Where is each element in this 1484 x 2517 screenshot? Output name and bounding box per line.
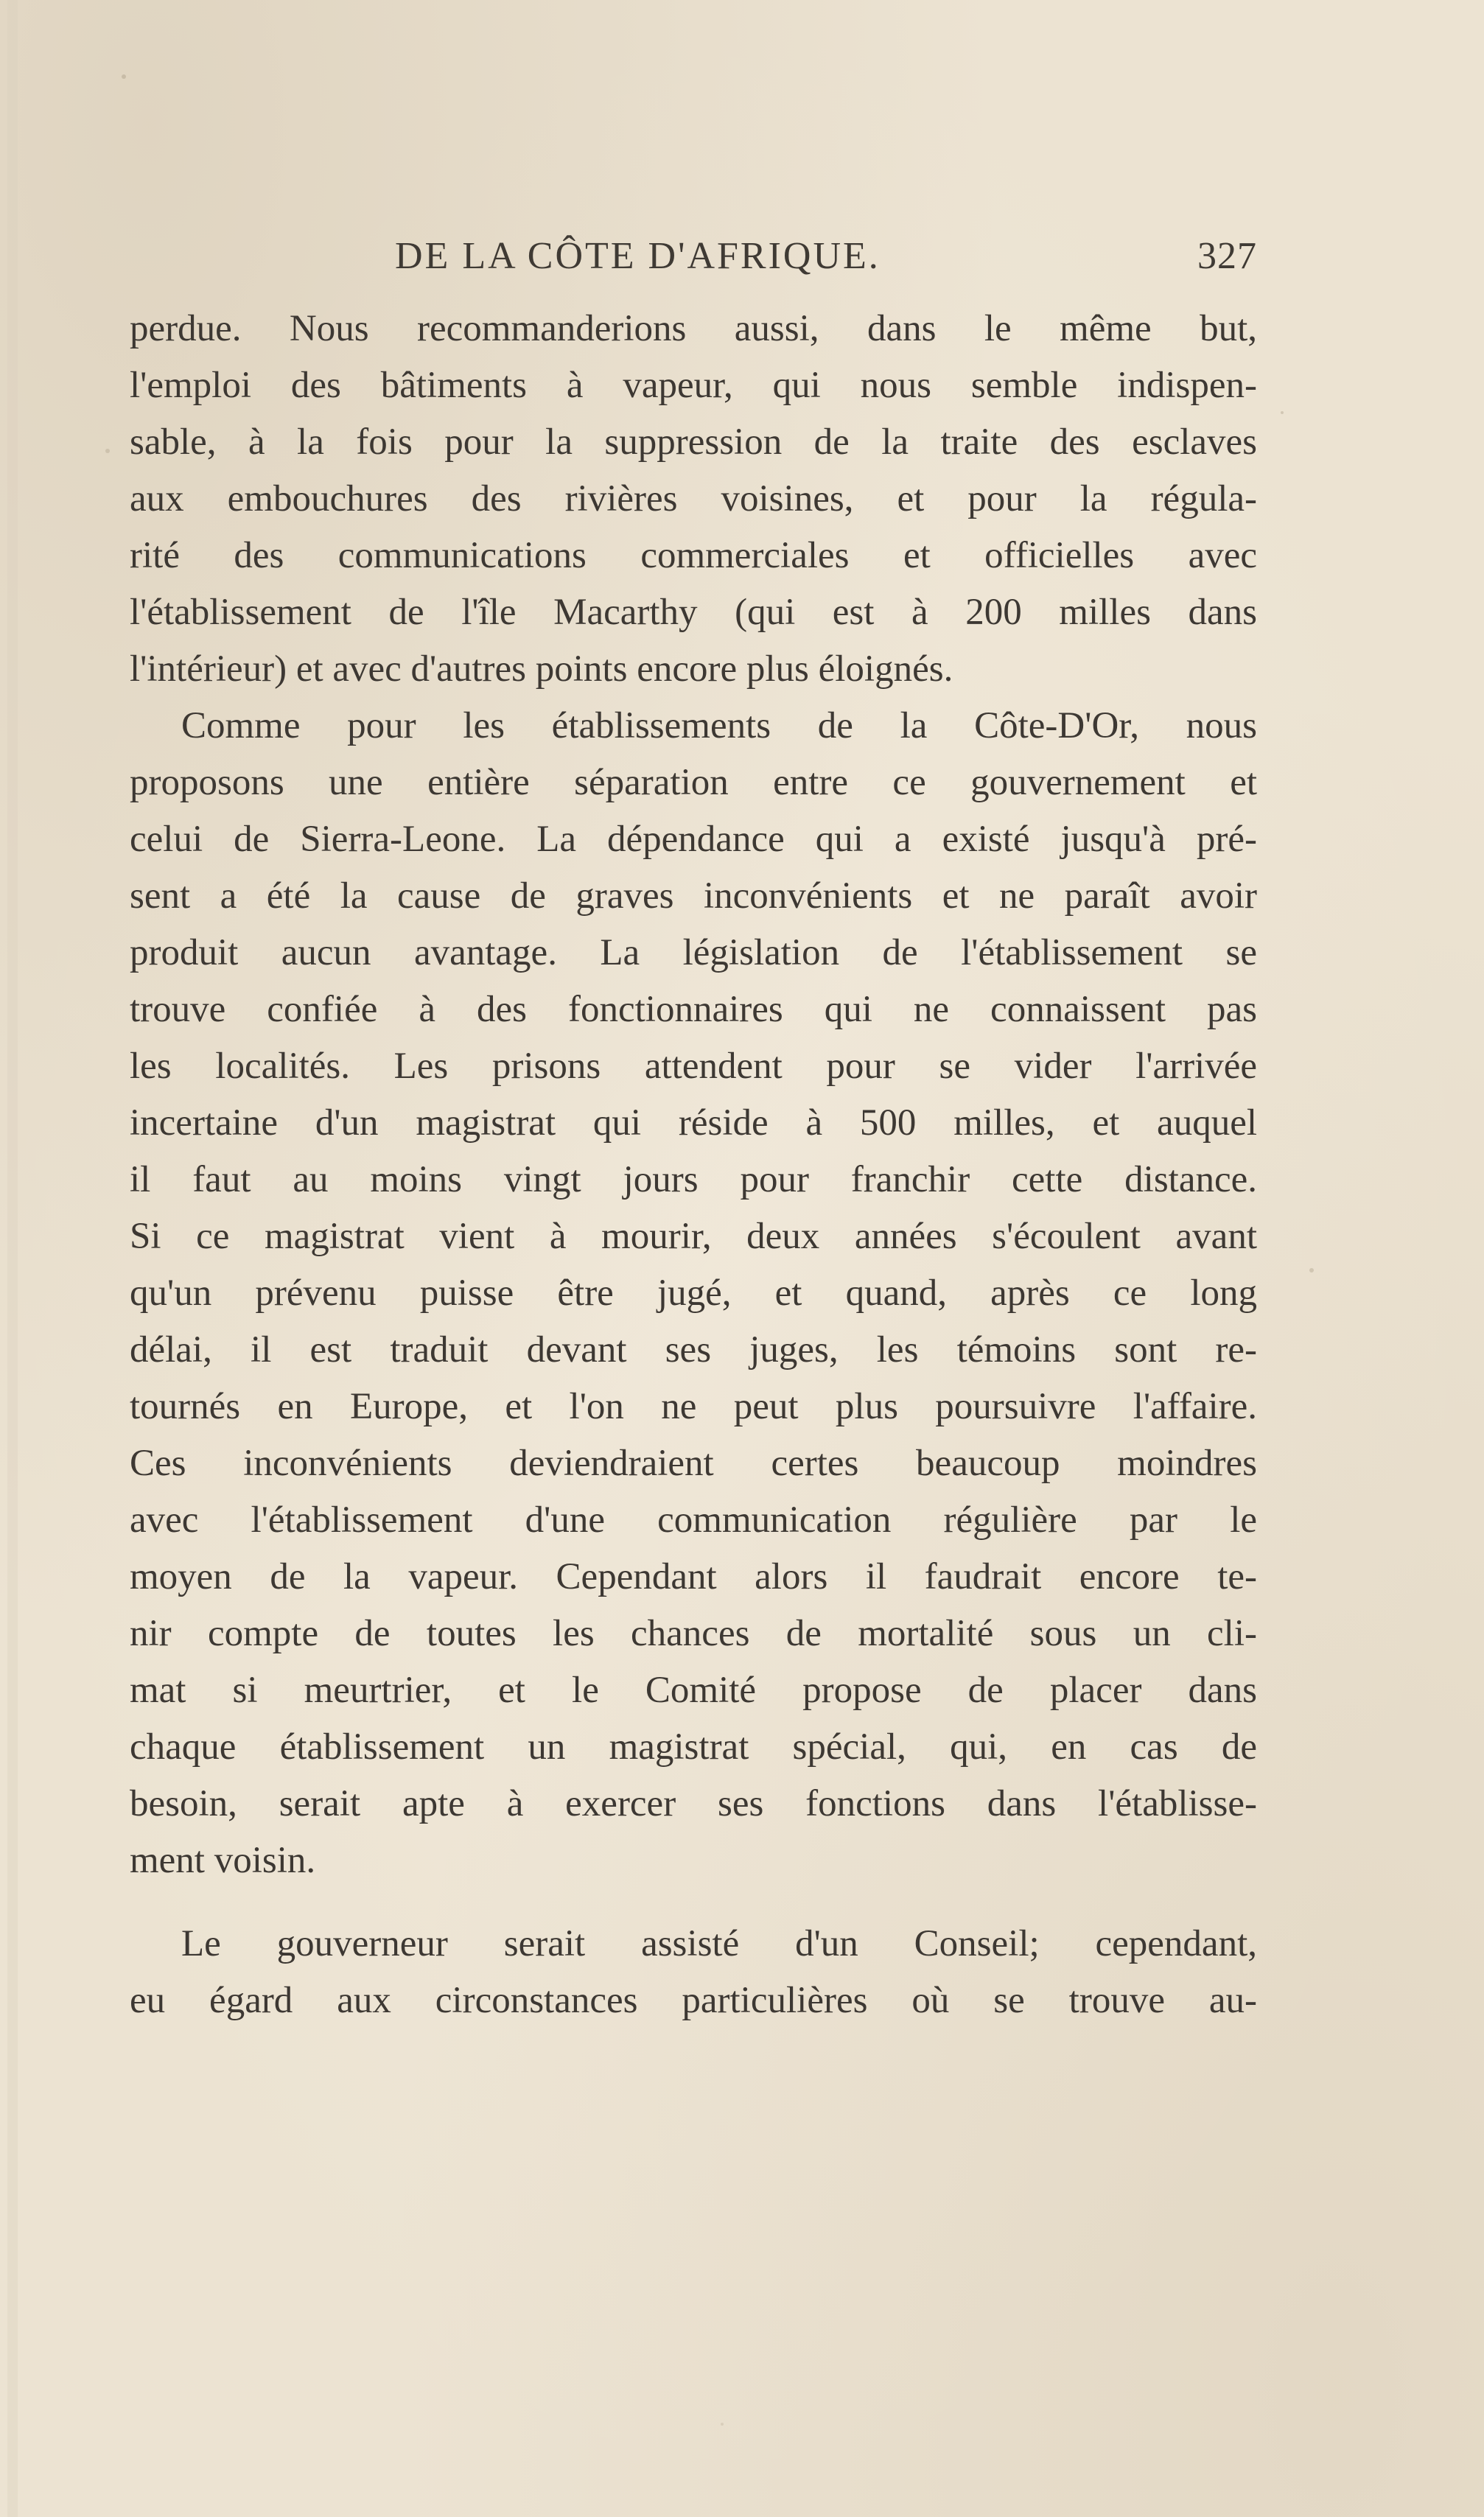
- text-line: mat si meurtrier, et le Comité propose de placer dans: [130, 1670, 1257, 1711]
- text-line: aux embouchures des rivières voisines, et pour la régula-: [130, 478, 1257, 519]
- paragraph-gap: [130, 1889, 1257, 1916]
- body-text: [130, 301, 1257, 2029]
- paragraph: [130, 698, 1257, 1889]
- text-line: qu'un prévenu puisse être jugé, et quand, après ce long: [130, 1272, 1257, 1314]
- text-line: l'établissement de l'île Macarthy (qui est à 200 milles dans: [130, 592, 1257, 633]
- text-line: l'emploi des bâtiments à vapeur, qui nous semble indispen-: [130, 365, 1257, 406]
- text-line: trouve confiée à des fonctionnaires qui ne connaissent pas: [130, 989, 1257, 1030]
- paragraph: [130, 1916, 1257, 2029]
- text-line: chaque établissement un magistrat spécial, qui, en cas de: [130, 1726, 1257, 1768]
- text-line: tournés en Europe, et l'on ne peut plus poursuivre l'affaire.: [130, 1386, 1257, 1427]
- text-line: celui de Sierra-Leone. La dépendance qui a existé jusqu'à pré-: [130, 819, 1257, 860]
- running-head: [130, 234, 1257, 293]
- text-line: Si ce magistrat vient à mourir, deux années s'écoulent avant: [130, 1216, 1257, 1257]
- text-line: produit aucun avantage. La législation de l'établissement se: [130, 932, 1257, 973]
- text-line: proposons une entière séparation entre ce gouvernement et: [130, 762, 1257, 803]
- text-line: il faut au moins vingt jours pour franchir cette distance.: [130, 1159, 1257, 1200]
- text-line: l'intérieur) et avec d'autres points encore plus éloignés.: [130, 648, 953, 690]
- text-line: ment voisin.: [130, 1840, 316, 1881]
- running-title: DE LA CÔTE D'AFRIQUE.: [395, 235, 881, 277]
- text-line: eu égard aux circonstances particulières où se trouve au-: [130, 1980, 1257, 2021]
- text-line: avec l'établissement d'une communication régulière par le: [130, 1499, 1257, 1541]
- text-line: Ces inconvénients deviendraient certes beaucoup moindres: [130, 1443, 1257, 1484]
- text-line: délai, il est traduit devant ses juges, les témoins sont re-: [130, 1329, 1257, 1370]
- text-line: incertaine d'un magistrat qui réside à 500 milles, et auquel: [130, 1102, 1257, 1144]
- text-line: rité des communications commerciales et officielles avec: [130, 535, 1257, 576]
- text-line: sent a été la cause de graves inconvénients et ne paraît avoir: [130, 875, 1257, 917]
- text-line: nir compte de toutes les chances de mortalité sous un cli-: [130, 1613, 1257, 1654]
- text-line: les localités. Les prisons attendent pour se vider l'arrivée: [130, 1046, 1257, 1087]
- text-line: sable, à la fois pour la suppression de la traite des esclaves: [130, 421, 1257, 463]
- text-line: perdue. Nous recommanderions aussi, dans le même but,: [130, 308, 1257, 349]
- page-number: 327: [1197, 235, 1257, 277]
- text-line: besoin, serait apte à exercer ses fonctions dans l'établisse-: [130, 1783, 1257, 1824]
- text-line: Comme pour les établissements de la Côte-D'Or, nous: [181, 705, 1257, 746]
- text-line: moyen de la vapeur. Cependant alors il faudrait encore te-: [130, 1556, 1257, 1597]
- paragraph: [130, 301, 1257, 698]
- text-line: Le gouverneur serait assisté d'un Conseil; cependant,: [181, 1923, 1257, 1964]
